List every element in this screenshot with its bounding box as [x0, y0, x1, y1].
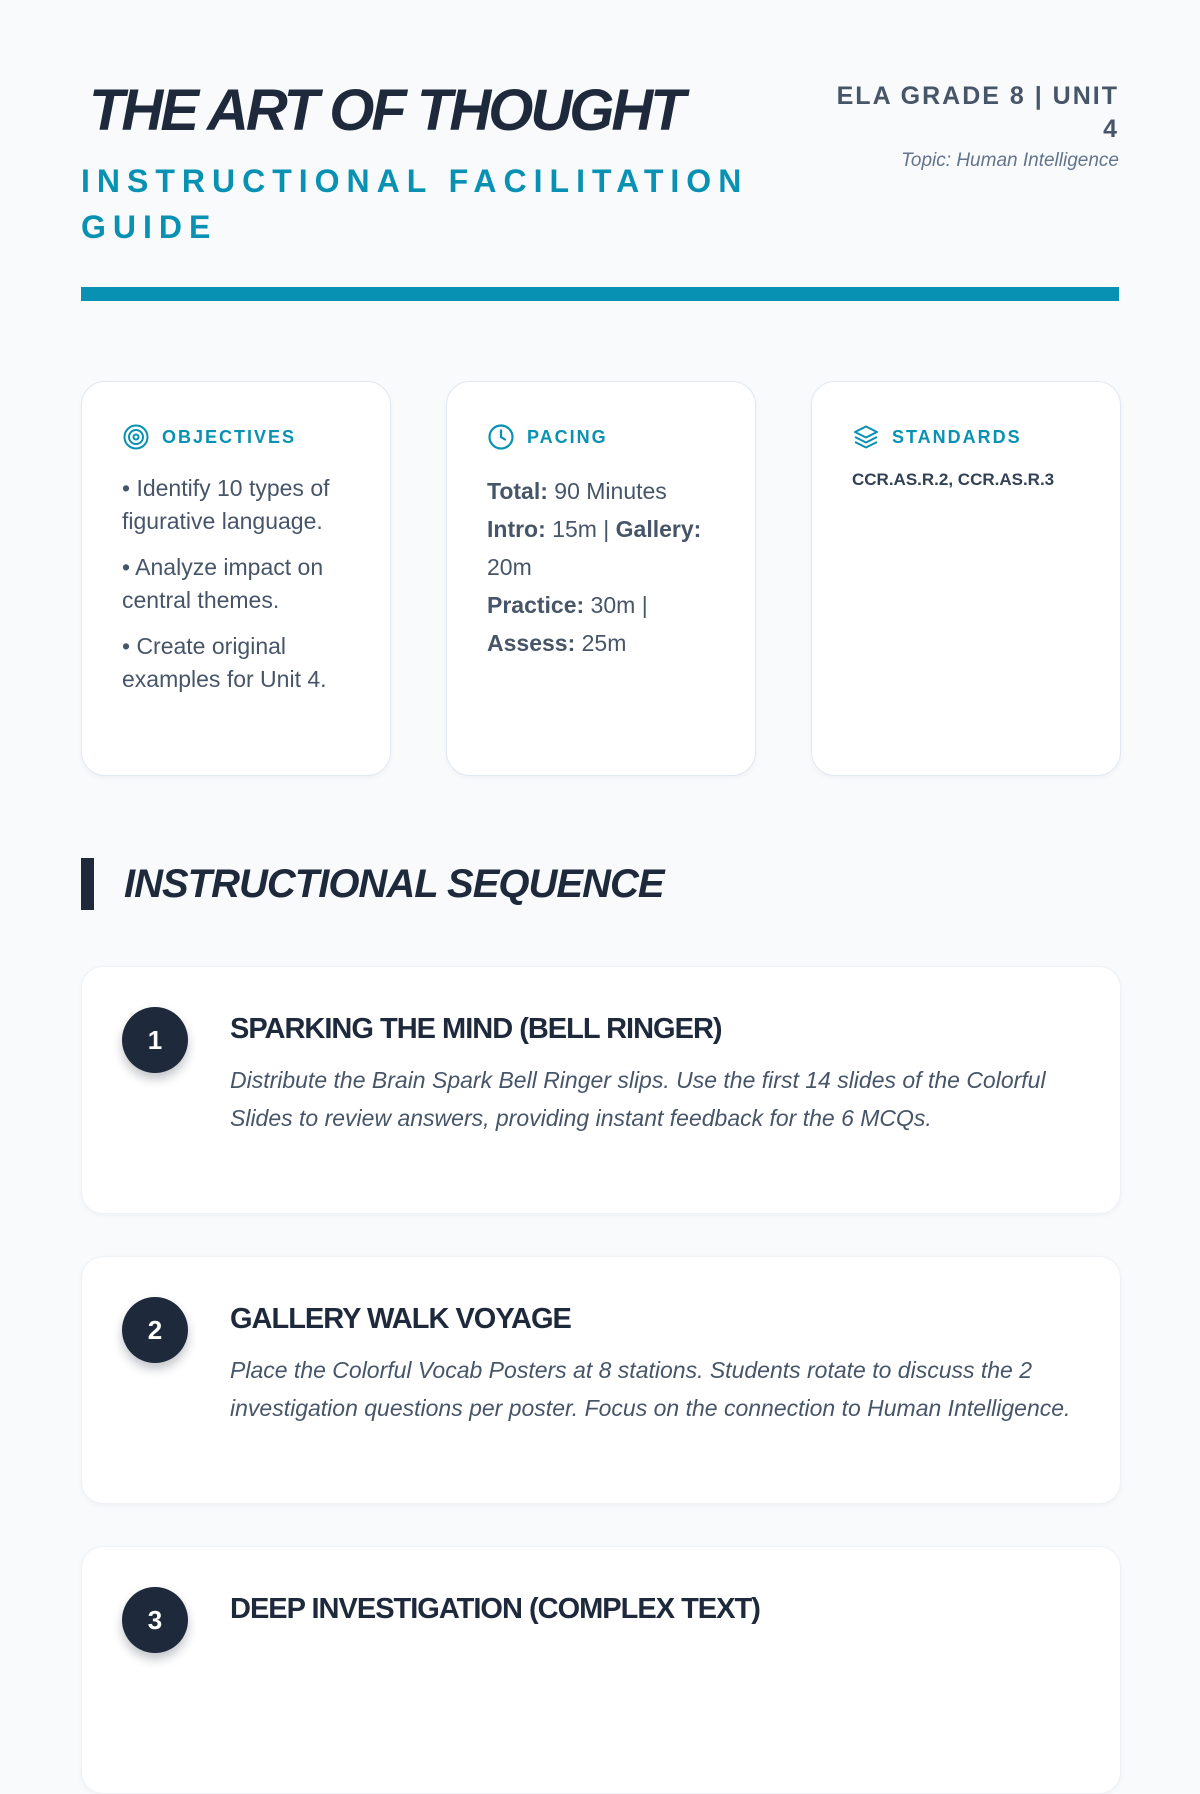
standards-card-header	[852, 422, 1080, 452]
pacing-total	[487, 472, 715, 510]
pacing-assess-value: 25m	[575, 630, 627, 656]
page-subtitle: INSTRUCTIONAL FACILITATION GUIDE	[81, 163, 749, 245]
step-title: GALLERY WALK VOYAGE	[230, 1303, 571, 1335]
pacing-gallery-label: Gallery:	[615, 516, 702, 542]
step-number-badge: 1	[122, 1007, 188, 1073]
pacing-total-label: Total:	[487, 478, 548, 504]
objective-item: • Identify 10 types of figurative language.	[122, 475, 330, 534]
unit-meta	[829, 80, 1119, 173]
step-number-badge: 2	[122, 1297, 188, 1363]
pacing-title: PACING	[527, 426, 608, 447]
pacing-gallery-value: 20m	[487, 554, 532, 580]
pacing-practice-assess	[487, 586, 715, 662]
sequence-title: INSTRUCTIONAL SEQUENCE	[124, 861, 664, 906]
objective-item: • Create original examples for Unit 4.	[122, 633, 327, 692]
standards-card	[811, 381, 1121, 776]
pacing-intro-gallery	[487, 510, 715, 586]
grade-unit-label: ELA GRADE 8 | UNIT 4	[836, 82, 1119, 143]
objectives-list	[122, 472, 350, 696]
pacing-practice-label: Practice:	[487, 592, 585, 618]
sequence-step-2	[81, 1256, 1121, 1504]
step-description: Place the Colorful Vocab Posters at 8 stations. Students rotate to discuss the 2 investigation questions per poster. Focus on the connection to Human Intelligence.	[230, 1357, 1071, 1421]
step-number-badge: 3	[122, 1587, 188, 1653]
objectives-title: OBJECTIVES	[162, 426, 297, 447]
pacing-card-header	[487, 422, 715, 452]
pacing-card	[446, 381, 756, 776]
topic-label: Topic: Human Intelligence	[901, 150, 1119, 171]
clock-icon	[487, 423, 515, 451]
layers-icon	[852, 423, 880, 451]
pacing-total-value: 90 Minutes	[547, 478, 667, 504]
objectives-card-header	[122, 422, 350, 452]
page-title: THE ART OF THOUGHT	[89, 78, 683, 143]
step-title: DEEP INVESTIGATION (COMPLEX TEXT)	[230, 1593, 760, 1625]
target-icon	[122, 423, 150, 451]
sequence-step-1	[81, 966, 1121, 1214]
standards-list: CCR.AS.R.2, CCR.AS.R.3	[852, 470, 1055, 489]
page-header	[81, 0, 1119, 300]
objective-item: • Analyze impact on central themes.	[122, 554, 324, 613]
pacing-details	[487, 472, 715, 662]
header-divider	[81, 287, 1119, 301]
standards-title: STANDARDS	[892, 426, 1022, 447]
step-title: SPARKING THE MIND (BELL RINGER)	[230, 1013, 722, 1045]
sequence-step-3	[81, 1546, 1121, 1794]
step-description: Distribute the Brain Spark Bell Ringer slips. Use the first 14 slides of the Colorful Slides to review answers, providing instant feedback for the 6 MCQs.	[230, 1067, 1046, 1131]
info-cards	[81, 381, 1121, 776]
pacing-assess-label: Assess:	[487, 630, 576, 656]
pacing-intro-value: 15m |	[545, 516, 616, 542]
pacing-practice-value: 30m |	[584, 592, 648, 618]
objectives-card	[81, 381, 391, 776]
pacing-intro-label: Intro:	[487, 516, 546, 542]
sequence-heading	[81, 858, 664, 910]
section-accent-bar	[81, 858, 94, 910]
